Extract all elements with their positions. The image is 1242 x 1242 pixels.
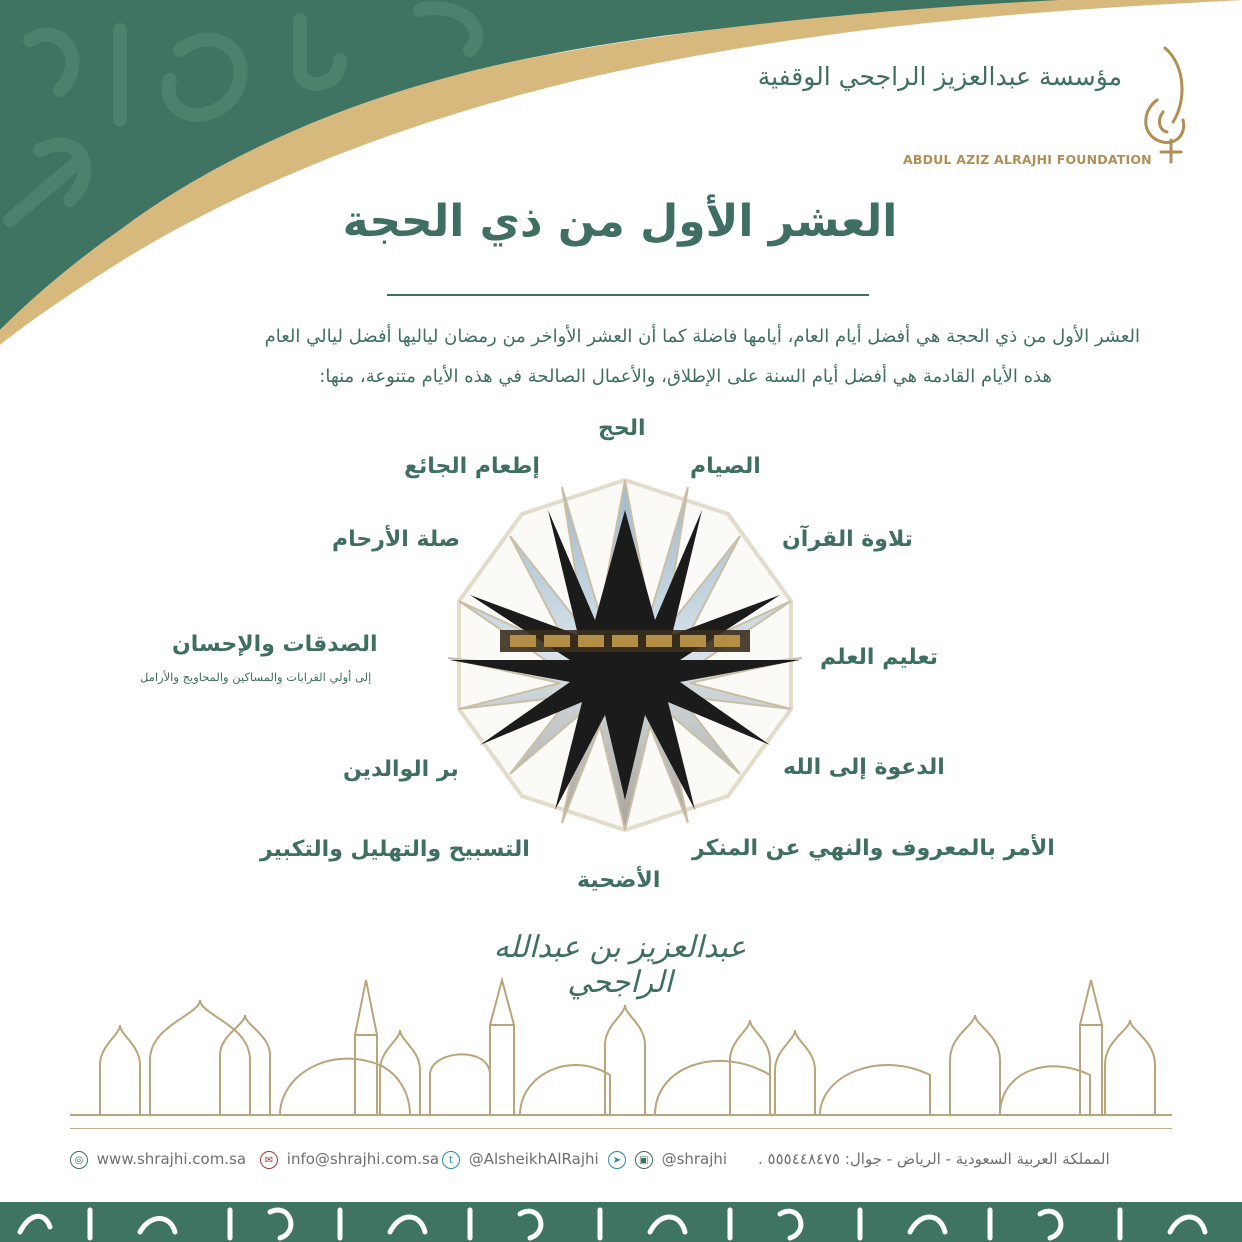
deed-feeding-hungry: إطعام الجائع (404, 454, 540, 479)
deed-quran-recitation: تلاوة القرآن (782, 527, 913, 552)
deed-hajj: الحج (598, 416, 646, 441)
footer-social[interactable] (608, 1150, 727, 1169)
intro-line-1: العشر الأول من ذي الحجة هي أفضل أيام العام، أيامها فاضلة كما أن العشر الأواخر من رمضان لياليها أفضل ليالي العام (264, 326, 1140, 347)
mail-icon: ✉ (260, 1151, 278, 1169)
signature-calligraphy: عبدالعزيز بن عبدالله الراجحي (493, 930, 747, 1000)
instagram-icon: ▣ (635, 1151, 653, 1169)
deed-tasbeeh: التسبيح والتهليل والتكبير (260, 837, 530, 862)
telegram-icon: ➤ (608, 1151, 626, 1169)
globe-icon: ◎ (70, 1151, 88, 1169)
deed-charity-note: إلى أولي القرابات والمساكين والمحاويج والأرامل (140, 670, 372, 684)
deed-teaching-knowledge: تعليم العلم (820, 645, 939, 670)
email-text: info@shrajhi.com.sa (286, 1150, 440, 1168)
footer-divider (70, 1128, 1172, 1129)
deed-kinship: صلة الأرحام (332, 527, 461, 552)
kiswah-calligraphy (510, 635, 740, 647)
deed-dawah: الدعوة إلى الله (783, 755, 945, 780)
footer-address: المملكة العربية السعودية - الرياض - جوال: ٥٥٥٤٤٨٤٧٥ . (758, 1150, 1110, 1168)
foundation-logo (895, 40, 1195, 170)
twitter-icon: t (442, 1151, 460, 1169)
bottom-decorative-band (0, 1202, 1242, 1242)
title-divider (387, 294, 869, 296)
footer-email[interactable] (260, 1150, 439, 1169)
deed-honoring-parents: بر الوالدين (343, 757, 459, 782)
foundation-name-arabic: مؤسسة عبدالعزيز الراجحي الوقفية (757, 62, 1122, 91)
page-title: العشر الأول من ذي الحجة (342, 196, 898, 247)
deed-charity: الصدقات والإحسان (172, 632, 378, 657)
social-text: @shrajhi (661, 1150, 728, 1168)
footer-twitter[interactable] (442, 1150, 599, 1169)
deed-fasting: الصيام (690, 454, 761, 479)
website-text: www.shrajhi.com.sa (96, 1150, 247, 1168)
intro-line-2: هذه الأيام القادمة هي أفضل أيام السنة على الإطلاق، والأعمال الصالحة في هذه الأيام متنوعة، منها: (319, 366, 1052, 387)
kaaba-star-graphic (440, 470, 810, 840)
footer-website[interactable] (70, 1150, 246, 1169)
twitter-text: @AlsheikhAlRajhi (468, 1150, 599, 1168)
foundation-name-english: ABDUL AZIZ ALRAJHI FOUNDATION (903, 152, 1152, 167)
deed-enjoining-good: الأمر بالمعروف والنهي عن المنكر (692, 836, 1055, 861)
deed-sacrifice: الأضحية (577, 868, 661, 893)
bottom-calligraphy-pattern (0, 1202, 1242, 1242)
mosque-skyline-illustration (70, 975, 1172, 1135)
